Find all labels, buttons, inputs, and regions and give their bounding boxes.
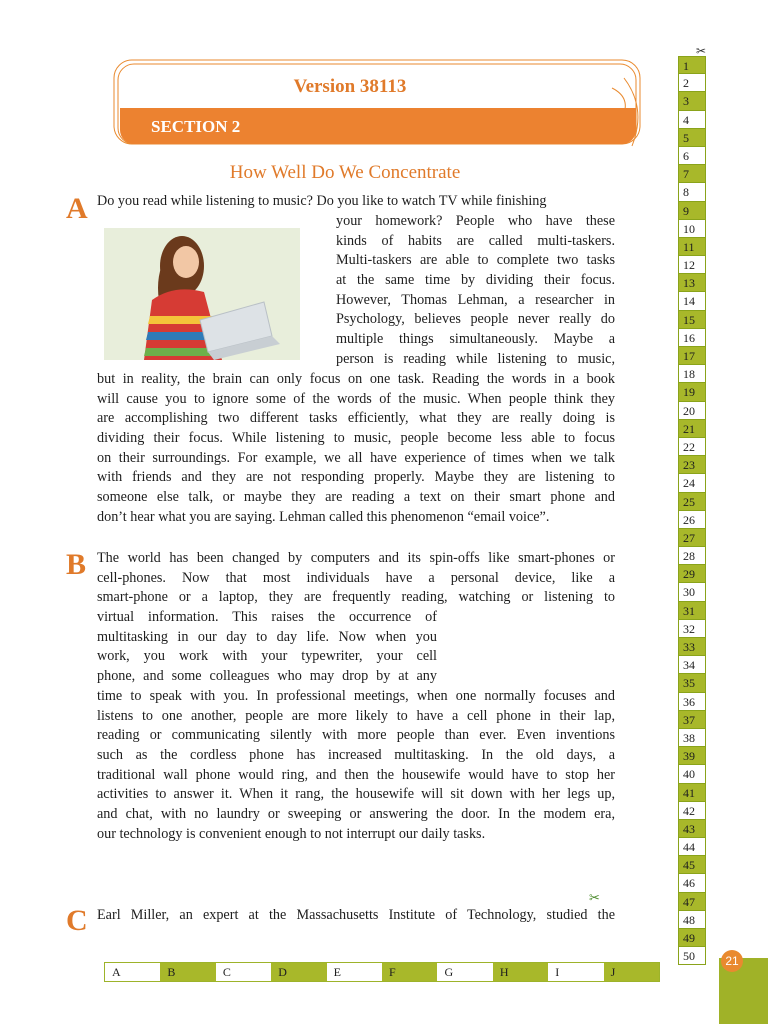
answer-letter[interactable]: C (216, 963, 271, 981)
answer-number[interactable]: 44 (678, 838, 706, 856)
answer-letter[interactable]: G (437, 963, 492, 981)
paragraph-b-line: smart-phone or a laptop, they are frequently reading, watching or listening to (97, 589, 615, 606)
paragraph-b-line: such as the cordless phone has increased multitasking. In the old days, a (97, 747, 615, 764)
answer-number[interactable]: 34 (678, 656, 706, 674)
section-label: SECTION 2 (151, 117, 241, 136)
paragraph-a-line: dividing their focus. While listening to music, people become less able to focus (97, 430, 615, 447)
answer-number[interactable]: 35 (678, 674, 706, 692)
answer-number[interactable]: 25 (678, 493, 706, 511)
paragraph-a-line: but in reality, the brain can only focus on one task. Reading the words in a book (97, 371, 615, 387)
answer-letter[interactable]: A (105, 963, 160, 981)
answer-number[interactable]: 20 (678, 402, 706, 420)
version-title: Version 38113 (293, 76, 407, 97)
paragraph-a-line: person is reading while listening to music, (336, 350, 615, 367)
answer-number[interactable]: 6 (678, 147, 706, 165)
answer-number[interactable]: 17 (678, 347, 706, 365)
paragraph-a-wrap (336, 212, 615, 370)
paragraph-a (97, 192, 615, 212)
paragraph-b-line: phone, and some colleagues who may drop by at any (97, 668, 437, 685)
paragraph-a-line: However, Thomas Lehman, a researcher in (336, 291, 615, 308)
answer-number[interactable]: 13 (678, 274, 706, 292)
paragraph-b-line: reading or communicating silently with more people than ever. Even inventions (97, 727, 615, 744)
answer-number[interactable]: 1 (678, 56, 706, 74)
answer-number[interactable]: 11 (678, 238, 706, 256)
page-number: 21 (721, 950, 743, 972)
answer-number[interactable]: 41 (678, 784, 706, 802)
answer-letter[interactable]: D (271, 963, 326, 981)
answer-number[interactable]: 21 (678, 420, 706, 438)
answer-letter[interactable]: I (548, 963, 603, 981)
paragraph-c (97, 906, 615, 926)
paragraph-b-line: work, you work with your typewriter, your cell (97, 648, 437, 665)
paragraph-a-line: don’t hear what you are saying. Lehman called this phenomenon “email voice”. (97, 508, 550, 525)
answer-number[interactable]: 5 (678, 129, 706, 147)
answer-number[interactable]: 39 (678, 747, 706, 765)
paragraph-b-line: time to speak with you. In professional meetings, when one normally focuses and (97, 688, 615, 704)
paragraph-b-line: The world has been changed by computers and its spin-offs like smart-phones or (97, 550, 615, 566)
answer-number[interactable]: 23 (678, 456, 706, 474)
answer-number[interactable]: 2 (678, 74, 706, 92)
paragraph-b-line: cell-phones. Now that most individuals have a personal device, like a (97, 569, 615, 586)
answer-number[interactable]: 46 (678, 874, 706, 892)
answer-number[interactable]: 18 (678, 365, 706, 383)
answer-number[interactable]: 10 (678, 220, 706, 238)
answer-number[interactable]: 26 (678, 511, 706, 529)
paragraph-b-line: virtual information. This raises the occurrence of (97, 609, 437, 625)
answer-number[interactable]: 40 (678, 765, 706, 783)
answer-number[interactable]: 37 (678, 711, 706, 729)
answer-number[interactable]: 27 (678, 529, 706, 547)
answer-number[interactable]: 12 (678, 256, 706, 274)
answer-number[interactable]: 49 (678, 929, 706, 947)
paragraph-b (97, 549, 615, 608)
paragraph-letter-c: C (66, 904, 88, 937)
answer-letter[interactable]: B (160, 963, 215, 981)
answer-number[interactable]: 16 (678, 329, 706, 347)
answer-number[interactable]: 9 (678, 202, 706, 220)
paragraph-b-wrap (97, 608, 437, 687)
paragraph-b-line: listens to one another, people are more likely to have a cell phone in their lap, (97, 707, 615, 724)
answer-letter[interactable]: E (327, 963, 382, 981)
answer-number[interactable]: 31 (678, 602, 706, 620)
paragraph-a-body (97, 370, 615, 528)
paragraph-a-line: on their surroundings. For example, we all have experience of times when we talk (97, 449, 615, 466)
paragraph-b-line: traditional wall phone would ring, and then the housewife would have to stop her (97, 766, 615, 783)
paragraph-b-line: our technology is convenient enough to not interrupt our daily tasks. (97, 825, 486, 842)
paragraph-a-line: will cause you to ignore some of the words of the music. When people think they (97, 390, 615, 407)
paragraph-a-line: your homework? People who have these (336, 213, 615, 229)
answer-number[interactable]: 28 (678, 547, 706, 565)
paragraph-a-line: Psychology, believes people never really do (336, 311, 615, 328)
paragraph-c-line: Earl Miller, an expert at the Massachusetts Institute of Technology, studied the (97, 907, 615, 923)
answer-number[interactable]: 22 (678, 438, 706, 456)
paragraph-a-line: with friends and they are not responding properly. Maybe they are listening to (97, 469, 615, 486)
paragraph-a-line: at the same time by dividing their focus. (336, 272, 615, 289)
scissors-icon: ✂ (589, 890, 600, 905)
paragraph-a-line: multiple things simultaneously. Maybe a (336, 331, 615, 348)
answer-number[interactable]: 45 (678, 856, 706, 874)
answer-number[interactable]: 19 (678, 383, 706, 401)
paragraph-a-line: Do you read while listening to music? Do you like to watch TV while finishing (97, 193, 547, 209)
answer-number[interactable]: 14 (678, 292, 706, 310)
answer-number[interactable]: 4 (678, 111, 706, 129)
woman-with-laptop-photo (104, 228, 300, 360)
answer-letter[interactable]: F (382, 963, 437, 981)
answer-number[interactable]: 15 (678, 311, 706, 329)
paragraph-b-line: and chat, with no laundry or sweeping or answering the door. In the modem era, (97, 806, 615, 823)
paragraph-letter-a: A (66, 192, 88, 225)
answer-number[interactable]: 7 (678, 165, 706, 183)
answer-number[interactable]: 3 (678, 92, 706, 110)
answer-number[interactable]: 30 (678, 583, 706, 601)
paragraph-a-line: are accomplishing two different tasks efficiently, what they are really doing is (97, 410, 615, 427)
answer-number[interactable]: 43 (678, 820, 706, 838)
answer-number[interactable]: 8 (678, 183, 706, 201)
answer-letter-strip (104, 962, 660, 982)
paragraph-a-line: Multi-taskers are able to complete two tasks (336, 252, 615, 269)
article-title: How Well Do We Concentrate (229, 162, 461, 183)
answer-number[interactable]: 29 (678, 565, 706, 583)
answer-letter[interactable]: J (604, 963, 659, 981)
paragraph-a-line: kinds of habits are called multi-taskers. (336, 232, 615, 249)
scissors-icon: ✂ (696, 44, 707, 58)
answer-number[interactable]: 50 (678, 947, 706, 965)
answer-number[interactable]: 48 (678, 911, 706, 929)
answer-number[interactable]: 36 (678, 693, 706, 711)
answer-number[interactable]: 42 (678, 802, 706, 820)
paragraph-b-body (97, 687, 615, 845)
paragraph-a-line: someone else talk, or maybe they are reading a text on their smart phone and (97, 489, 615, 506)
answer-number[interactable]: 47 (678, 893, 706, 911)
answer-number[interactable]: 24 (678, 474, 706, 492)
answer-number[interactable]: 32 (678, 620, 706, 638)
paragraph-b-line: multitasking in our day to day life. Now when you (97, 628, 437, 645)
paragraph-b-line: activities to answer it. When it rang, the housewife will sit down with her legs up, (97, 786, 615, 803)
answer-letter[interactable]: H (493, 963, 548, 981)
answer-number[interactable]: 38 (678, 729, 706, 747)
paragraph-letter-b: B (66, 548, 87, 581)
answer-number-column (678, 56, 706, 965)
answer-number[interactable]: 33 (678, 638, 706, 656)
